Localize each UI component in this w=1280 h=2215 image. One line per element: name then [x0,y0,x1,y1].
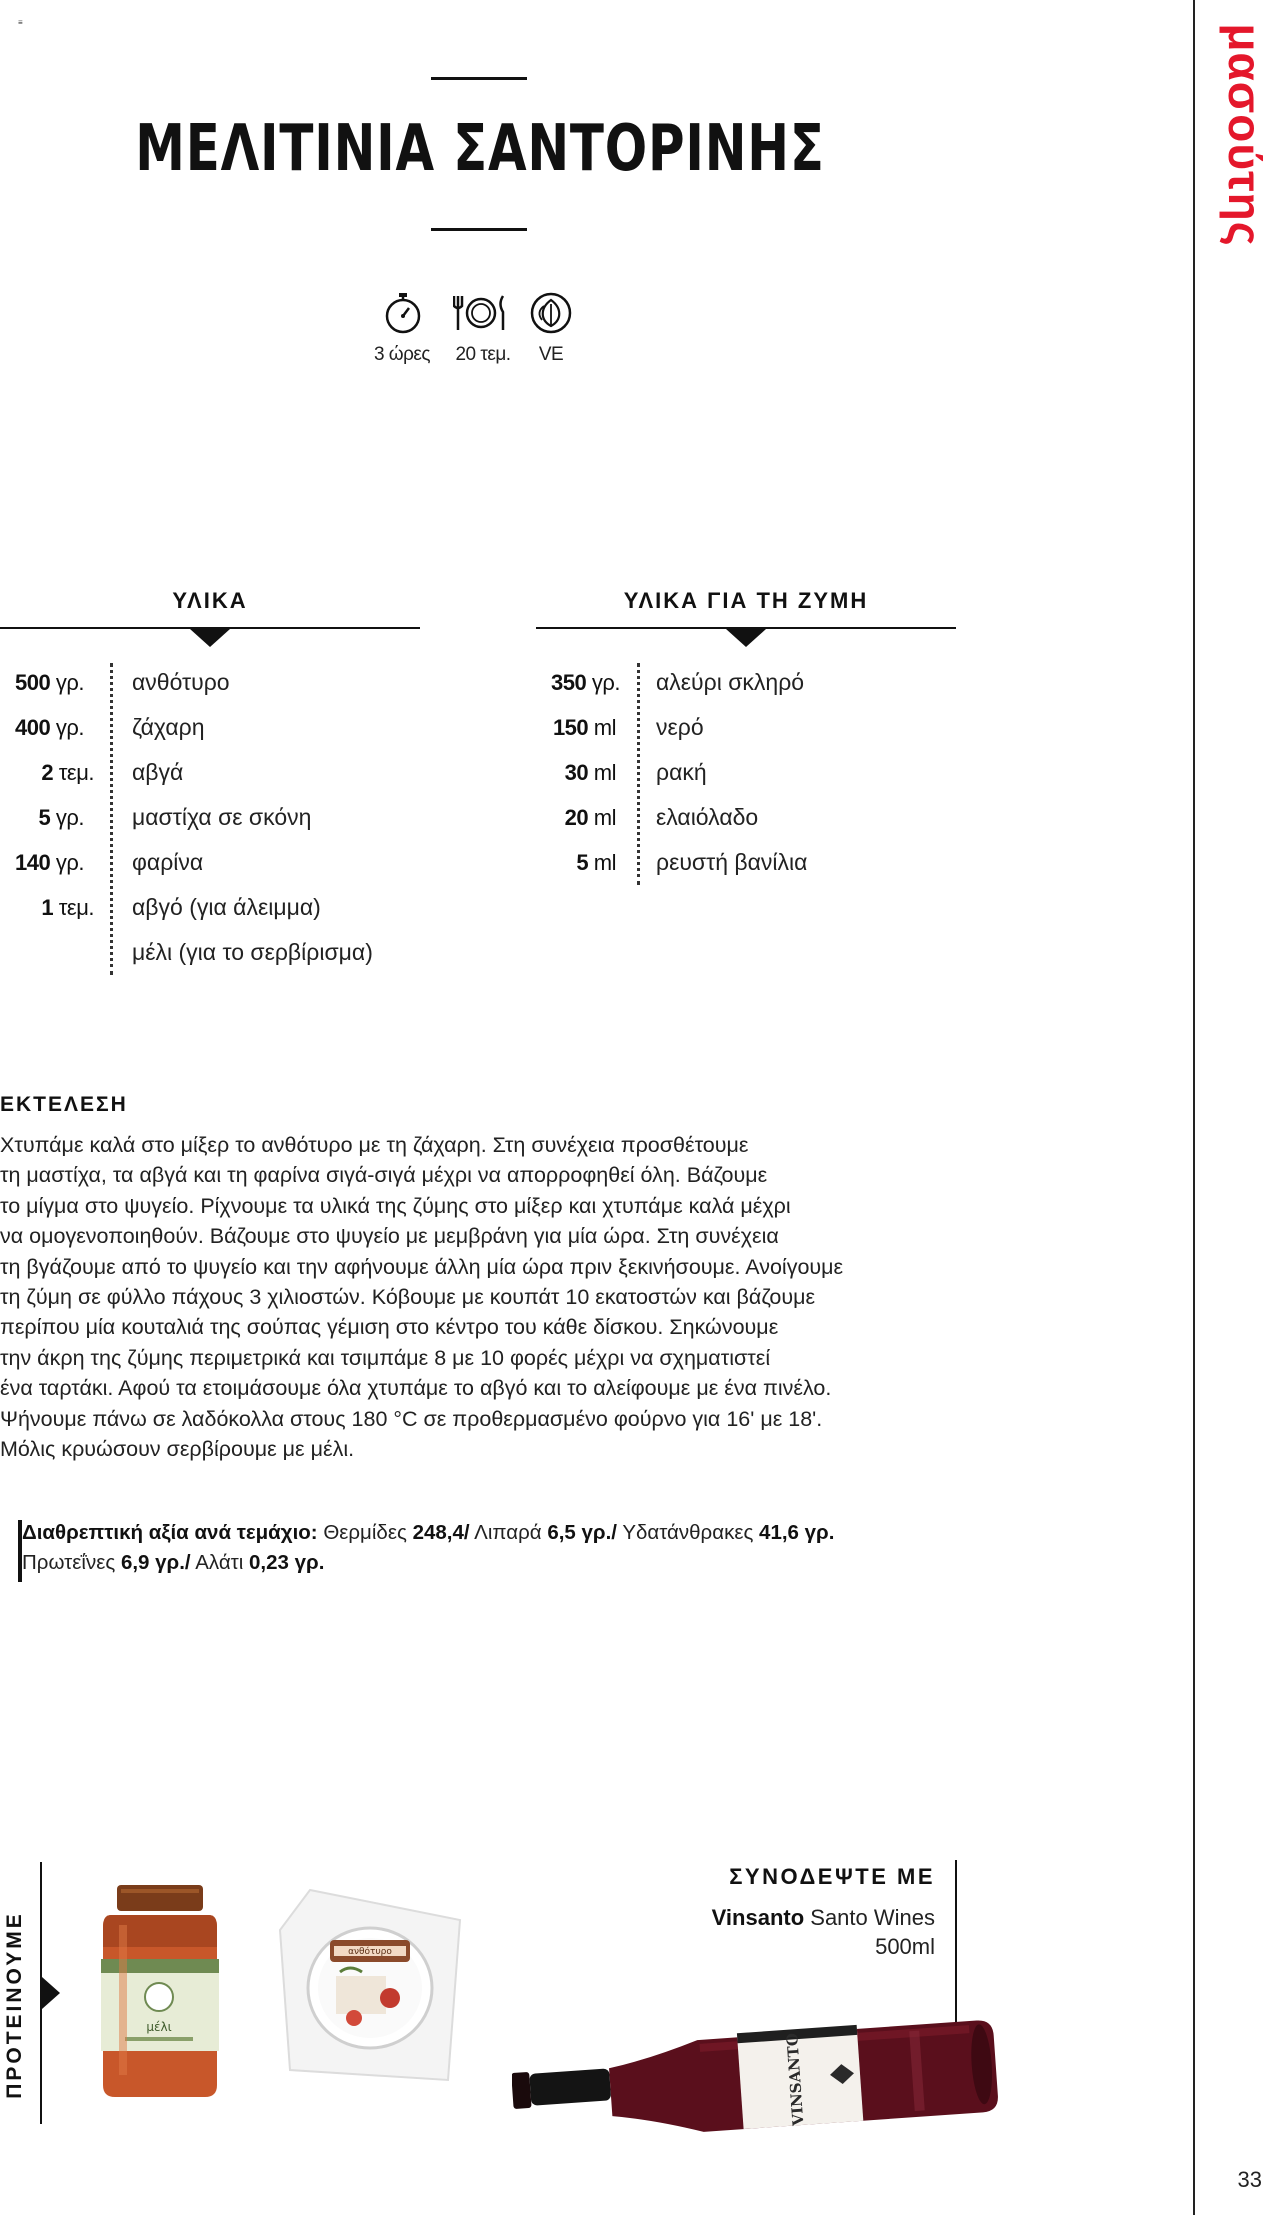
dough-qty: 20 ml [564,805,616,830]
timer-icon [380,290,426,336]
meta-diet-label: VE [538,344,564,365]
title-rule-top [431,77,527,80]
wine-bottle-label: VINSANTO [783,2032,808,2127]
method-line: τη βγάζουμε από το ψυγείο και την αφήνουμε άλλη μία ώρα πριν ξεκινήσουμε. Ανοίγουμε [0,1254,844,1279]
dough-name: ρακή [656,759,707,785]
dough-pointer [726,629,766,647]
ingredient-qty: 2 τεμ. [41,760,94,785]
ingredients-dotted-divider [110,663,113,975]
method-line: τη ζύμη σε φύλλο πάχους 3 χιλιοστών. Κόβουμε με κουπάτ 10 εκατοστών και βάζουμε [0,1285,816,1310]
dough-dotted-divider [637,663,640,885]
method-line: τη μαστίχα, τα αβγά και τη φαρίνα σιγά-σιγά μέχρι να απορροφηθεί όλη. Βάζουμε [0,1163,768,1188]
ingredient-qty: 1 τεμ. [41,895,94,920]
ingredient-name: αβγό (για άλειμμα) [132,894,321,920]
dough-qty: 350 γρ. [551,670,620,695]
ingredient-name: ανθότυρο [132,669,230,695]
recipe-title: ΜΕΛΙΤΙΝΙΑ ΣΑΝΤΟΡΙΝΗΣ [135,112,825,186]
ingredient-name: μέλι (για το σερβίρισμα) [132,939,373,965]
nutrition-line-1: Διαθρεπτική αξία ανά τεμάχιο: Θερμίδες 248,4/ Λιπαρά 6,5 γρ./ Υδατάνθρακες 41,6 γρ. [22,1521,835,1544]
dough-name: νερό [656,714,704,740]
ingredient-qty: 500 γρ. [15,670,84,695]
method-line: Μόλις κρυώσουν σερβίρουμε με μέλι. [0,1437,355,1462]
cheese-pack-label: ανθότυρο [348,1947,392,1957]
right-margin-rule [1193,0,1195,2215]
ingredient-name: ζάχαρη [132,714,205,740]
title-rule-bottom [431,228,527,231]
brand-logo [1210,20,1280,250]
ingredients-heading: ΥΛΙΚΑ [172,588,248,613]
method-text [0,1130,920,1464]
dough-heading: ΥΛΙΚΑ ΓΙΑ ΤΗ ΖΥΜΗ [623,588,869,613]
dough-qty: 150 ml [552,715,616,740]
method-line: το μίγμα στο ψυγείο. Ρίχνουμε τα υλικά της ζύμης στο μίξερ και χτυπάμε καλά μέχρι [0,1193,791,1218]
meta-time [380,290,426,341]
dough-name: ρευστή βανίλια [656,849,808,875]
method-line: Χτυπάμε καλά στο μίξερ το ανθότυρο με τη ζάχαρη. Στη συνέχεια προσθέτουμε [0,1133,749,1157]
suggest-label: ΠΡΟΤΕΙΝΟΥΜΕ [3,1911,26,2099]
suggest-pointer [42,1977,60,2009]
vegetarian-leaf-icon [528,290,574,336]
meta-time-label: 3 ώρες [373,344,431,365]
ingredient-name: αβγά [132,759,184,785]
wine-bottle-image [512,2012,1002,2142]
dough-qty: 30 ml [564,760,616,785]
meta-servings [453,290,509,341]
plate-cutlery-icon [453,290,509,336]
dough-name: αλεύρι σκληρό [656,669,805,695]
method-line: ένα ταρτάκι. Αφού τα ετοιμάσουμε όλα χτυπάμε το αβγό και το αλείφουμε με ένα πινέλο. [0,1376,832,1401]
ingredient-qty: 140 γρ. [15,850,84,875]
pairing-heading: ΣΥΝΟΔΕΨΤΕ ΜΕ [729,1864,935,1889]
ingredient-qty: 5 γρ. [38,805,84,830]
cheese-pack-image [270,1880,470,2090]
ingredient-name: μαστίχα σε σκόνη [132,804,312,830]
pairing-rule [955,1860,957,2025]
meta-diet [528,290,574,341]
method-line: περίπου μία κουταλιά της σούπας γέμιση στο κέντρο του κάθε δίσκου. Σηκώνουμε [0,1315,779,1340]
nutrition-line-2: Πρωτεΐνες 6,9 γρ./ Αλάτι 0,23 γρ. [22,1551,325,1574]
pairing-wine: Vinsanto Santo Wines 500ml [711,1905,935,1959]
ingredient-qty: 400 γρ. [15,715,84,740]
method-heading: ΕΚΤΕΛΕΣΗ [0,1093,128,1116]
dough-name: ελαιόλαδο [656,804,759,830]
method-line: να ομογενοποιηθούν. Βάζουμε στο ψυγείο με μεμβράνη για μία ώρα. Στη συνέχεια [0,1224,779,1249]
ingredients-pointer [190,629,230,647]
dough-qty: 5 ml [576,850,616,875]
page-number: 33 [1237,2167,1262,2192]
honey-jar-label: μέλι [146,2020,172,2034]
brand-wordmark: μασούτης [1219,23,1271,247]
ingredient-name: φαρίνα [132,849,204,875]
honey-jar-image [95,1885,225,2100]
nutrition-info [22,1518,922,1578]
method-line: Ψήνουμε πάνω σε λαδόκολλα στους 180 °C σε προθερμασμένο φούρνο για 16' με 18'. [0,1406,823,1431]
method-line: την άκρη της ζύμης περιμετρικά και τσιμπάμε 8 με 10 φορές μέχρι να σχηματιστεί [0,1345,771,1370]
flag-glyph: ≡ [18,18,23,27]
meta-servings-label: 20 τεμ. [455,344,511,365]
